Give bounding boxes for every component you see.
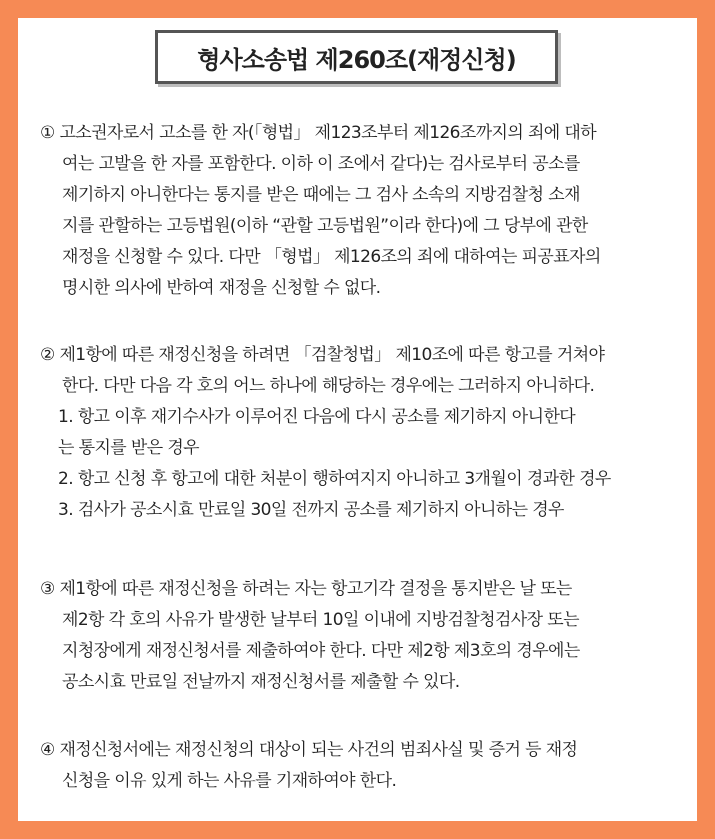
- article-3-line-1: ③ 제1항에 따른 재정신청을 하려는 자는 항고기각 결정을 통지받은 날 또는: [40, 579, 572, 599]
- article-2-line-1: ② 제1항에 따른 재정신청을 하려면 「검찰청법」 제10조에 따른 항고를 거쳐야: [40, 345, 605, 365]
- article-1-line-1: ① 고소권자로서 고소를 한 자(「형법」 제123조부터 제126조까지의 죄에 대하: [40, 123, 597, 143]
- article-4-line-1: ④ 재정신청서에는 재정신청의 대상이 되는 사건의 범죄사실 및 증거 등 재정: [40, 740, 578, 760]
- page-title: 형사소송법 제260조(재정신청): [197, 45, 516, 74]
- article-2-item-1: 1. 항고 이후 재기수사가 이루어진 다음에 다시 공소를 제기하지 아니한다: [58, 407, 576, 427]
- article-2-item-2: 2. 항고 신청 후 항고에 대한 처분이 행하여지지 아니하고 3개월이 경과한 경우: [58, 469, 611, 489]
- article-4: [40, 735, 680, 797]
- article-3: [40, 574, 680, 698]
- title-box: [155, 30, 558, 84]
- article-2-line-2: 한다. 다만 다음 각 호의 어느 하나에 해당하는 경우에는 그러하지 아니하다.: [62, 376, 595, 396]
- article-2-item-1-cont: 는 통지를 받은 경우: [58, 438, 199, 458]
- article-1-line-4: 지를 관할하는 고등법원(이하 “관할 고등법원”이라 한다)에 그 당부에 관한: [62, 216, 588, 236]
- article-1: [40, 118, 680, 304]
- article-1-line-2: 여는 고발을 한 자를 포함한다. 이하 이 조에서 같다)는 검사로부터 공소를: [62, 154, 580, 174]
- article-2: [40, 340, 680, 526]
- article-1-line-3: 제기하지 아니한다는 통지를 받은 때에는 그 검사 소속의 지방검찰청 소재: [62, 185, 580, 205]
- article-3-line-2: 제2항 각 호의 사유가 발생한 날부터 10일 이내에 지방검찰청검사장 또는: [62, 610, 579, 630]
- article-1-line-6: 명시한 의사에 반하여 재정을 신청할 수 없다.: [62, 278, 381, 298]
- article-1-line-5: 재정을 신청할 수 있다. 다만 「형법」 제126조의 죄에 대하여는 피공표자의: [62, 247, 601, 267]
- document-card: [18, 18, 697, 821]
- article-2-item-3: 3. 검사가 공소시효 만료일 30일 전까지 공소를 제기하지 아니하는 경우: [58, 500, 564, 520]
- article-3-line-3: 지청장에게 재정신청서를 제출하여야 한다. 다만 제2항 제3호의 경우에는: [62, 641, 580, 661]
- article-3-line-4: 공소시효 만료일 전날까지 재정신청서를 제출할 수 있다.: [62, 672, 460, 692]
- article-4-line-2: 신청을 이유 있게 하는 사유를 기재하여야 한다.: [62, 771, 397, 791]
